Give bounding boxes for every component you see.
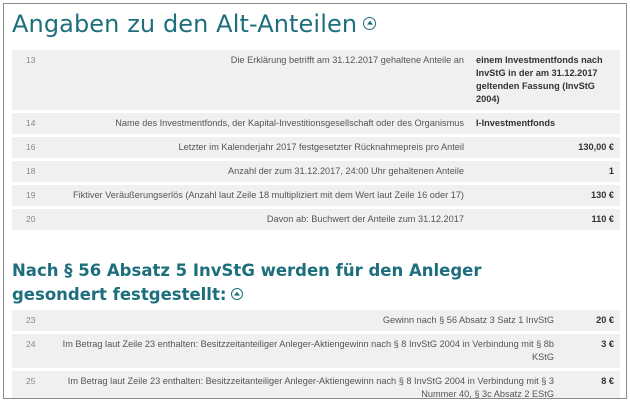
row-number: 18 bbox=[12, 161, 48, 182]
row-number: 25 bbox=[12, 371, 48, 399]
info-arrow-up-icon[interactable] bbox=[363, 17, 376, 30]
row-value: 20 € bbox=[560, 310, 620, 331]
row-value: einem Investmentfonds nach InvStG in der am 31.12.2017 geltenden Fassung (InvStG 2004) bbox=[470, 50, 620, 110]
row-label: Anzahl der zum 31.12.2017, 24:00 Uhr gehaltenen Anteile bbox=[48, 161, 470, 182]
row-label: Im Betrag laut Zeile 23 enthalten: Besitzzeitanteiliger Anleger-Aktiengewinn nach § 8 InvStG 2004 in Verbindung mit § 3 Nummer 40, § 3c Absatz 2 EStG bbox=[48, 371, 560, 399]
table-row bbox=[12, 310, 620, 331]
row-label: Davon ab: Buchwert der Anteile zum 31.12.2017 bbox=[48, 209, 470, 230]
row-label: Im Betrag laut Zeile 23 enthalten: Besitzzeitanteiliger Anleger-Aktiengewinn nach § 8 InvStG 2004 in Verbindung mit § 8b KStG bbox=[48, 334, 560, 368]
table-row bbox=[12, 371, 620, 399]
table-row bbox=[12, 50, 620, 110]
row-label: Die Erklärung betrifft am 31.12.2017 gehaltene Anteile an bbox=[48, 50, 470, 110]
section-title-text: Nach § 56 Absatz 5 InvStG werden für den Anleger gesondert festgestellt: bbox=[12, 261, 482, 304]
row-number: 20 bbox=[12, 209, 48, 230]
row-number: 24 bbox=[12, 334, 48, 368]
row-number: 14 bbox=[12, 113, 48, 134]
row-label: Fiktiver Veräußerungserlös (Anzahl laut Zeile 18 multipliziert mit dem Wert laut Zeile 16 oder 17) bbox=[48, 185, 470, 206]
row-label: Name des Investmentfonds, der Kapital-Investitionsgesellschaft oder des Organismus bbox=[48, 113, 470, 134]
table-row bbox=[12, 185, 620, 206]
section-title-text: Angaben zu den Alt-Anteilen bbox=[12, 10, 358, 38]
row-value: 130,00 € bbox=[470, 137, 620, 158]
table-row bbox=[12, 334, 620, 368]
table-row bbox=[12, 209, 620, 230]
alt-anteile-table bbox=[12, 47, 620, 233]
table-row bbox=[12, 113, 620, 134]
row-value: I-Investmentfonds bbox=[470, 113, 620, 134]
section-title-festgestellt bbox=[12, 259, 572, 307]
row-number: 19 bbox=[12, 185, 48, 206]
row-value: 110 € bbox=[470, 209, 620, 230]
row-number: 23 bbox=[12, 310, 48, 331]
document-frame bbox=[3, 3, 627, 399]
info-arrow-up-icon[interactable] bbox=[231, 288, 243, 300]
row-number: 13 bbox=[12, 50, 48, 110]
row-label: Gewinn nach § 56 Absatz 3 Satz 1 InvStG bbox=[48, 310, 560, 331]
festgestellt-table bbox=[12, 307, 620, 399]
table-row bbox=[12, 161, 620, 182]
row-value: 130 € bbox=[470, 185, 620, 206]
section-title-alt-anteile bbox=[12, 10, 376, 38]
table-row bbox=[12, 137, 620, 158]
row-number: 16 bbox=[12, 137, 48, 158]
row-value: 3 € bbox=[560, 334, 620, 368]
row-value: 1 bbox=[470, 161, 620, 182]
row-value: 8 € bbox=[560, 371, 620, 399]
row-label: Letzter im Kalenderjahr 2017 festgesetzter Rücknahmepreis pro Anteil bbox=[48, 137, 470, 158]
